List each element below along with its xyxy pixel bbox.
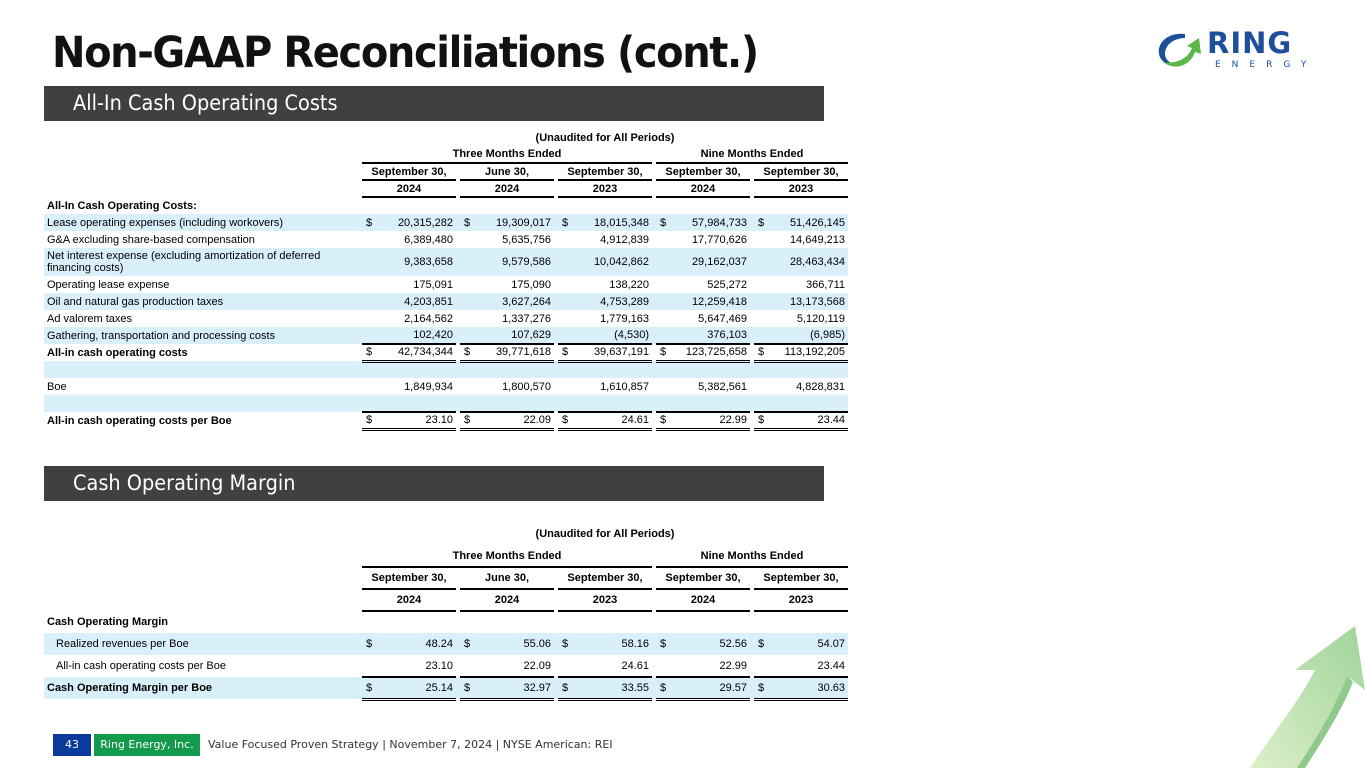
- currency-symbol: $: [558, 677, 574, 699]
- currency-symbol: [558, 231, 574, 248]
- currency-symbol: $: [656, 677, 672, 699]
- cell-value: 23.10: [378, 655, 456, 677]
- currency-symbol: [558, 361, 574, 378]
- cell-value: 29,162,037: [672, 248, 750, 276]
- currency-symbol: [754, 378, 770, 395]
- currency-symbol: $: [460, 677, 476, 699]
- currency-symbol: [656, 310, 672, 327]
- footer-tagline: Value Focused Proven Strategy | November 7, 2024 | NYSE American: REI: [208, 738, 613, 751]
- cell-value: [476, 395, 554, 412]
- col-date: September 30,: [754, 567, 848, 589]
- row-label: [44, 361, 362, 378]
- cell-value: 4,828,831: [796, 380, 845, 393]
- cell-value: 48.24: [378, 633, 456, 655]
- currency-symbol: [362, 327, 378, 344]
- currency-symbol: [754, 248, 770, 276]
- cell-value: 32.97: [476, 677, 554, 699]
- boe-row: [44, 378, 848, 395]
- currency-symbol: $: [558, 214, 574, 231]
- col-year: 2023: [754, 180, 848, 197]
- currency-symbol: $: [656, 412, 672, 429]
- currency-symbol: [362, 395, 378, 412]
- cell-value: 5,120,119: [796, 312, 845, 325]
- currency-symbol: [558, 248, 574, 276]
- cell-value: 113,192,205: [770, 344, 848, 361]
- cell-value: 366,711: [806, 278, 845, 291]
- row-label: Oil and natural gas production taxes: [44, 293, 362, 310]
- nine-months-header: Nine Months Ended: [656, 545, 848, 567]
- cell-value: 3,627,264: [476, 293, 554, 310]
- green-arrow-decoration-icon: [1215, 620, 1365, 768]
- currency-symbol: $: [460, 214, 476, 231]
- currency-symbol: $: [754, 412, 770, 429]
- margin-row: [44, 677, 848, 699]
- cell-value: 39,637,191: [574, 344, 652, 361]
- cell-value: 1,337,276: [502, 312, 551, 325]
- cell-value: 23.44: [770, 412, 848, 429]
- currency-symbol: [558, 327, 574, 344]
- col-year: 2023: [754, 589, 848, 611]
- currency-symbol: [754, 361, 770, 378]
- row-label: Lease operating expenses (including workovers): [44, 214, 362, 231]
- cell-value: 22.09: [476, 412, 554, 429]
- cell-value: 4,753,289: [574, 293, 652, 310]
- cell-value: 107,629: [476, 327, 554, 344]
- currency-symbol: [362, 248, 378, 276]
- spacer-row: [44, 395, 848, 412]
- table-row: [44, 248, 848, 276]
- currency-symbol: [558, 276, 574, 293]
- company-badge: Ring Energy, Inc.: [94, 734, 200, 756]
- cell-value: 4,203,851: [378, 293, 456, 310]
- row-label: All-in cash operating costs: [47, 346, 188, 359]
- currency-symbol: [754, 395, 770, 412]
- cell-value: [574, 361, 652, 378]
- col-year: 2024: [460, 589, 554, 611]
- currency-symbol: [558, 395, 574, 412]
- cash-operating-margin-table: [44, 523, 848, 701]
- cell-value: 23.10: [378, 412, 456, 429]
- currency-symbol: $: [362, 344, 378, 361]
- page-number: 43: [53, 734, 91, 756]
- currency-symbol: [460, 378, 476, 395]
- table-row: [44, 276, 848, 293]
- cell-value: 6,389,480: [404, 233, 453, 246]
- currency-symbol: [362, 310, 378, 327]
- cell-value: 19,309,017: [476, 214, 554, 231]
- currency-symbol: [656, 395, 672, 412]
- cell-value: 376,103: [672, 327, 750, 344]
- currency-symbol: [656, 248, 672, 276]
- currency-symbol: [656, 276, 672, 293]
- cell-value: 5,647,469: [698, 312, 747, 325]
- currency-symbol: $: [754, 633, 770, 655]
- row-label: All-in cash operating costs per Boe: [47, 414, 232, 427]
- cell-value: 28,463,434: [770, 248, 848, 276]
- currency-symbol: [460, 361, 476, 378]
- per-boe-row: [44, 412, 848, 429]
- cell-value: 10,042,862: [574, 248, 652, 276]
- cell-value: 175,090: [511, 278, 551, 291]
- col-date: September 30,: [558, 567, 652, 589]
- cell-value: [378, 395, 456, 412]
- cell-value: 24.61: [574, 655, 652, 677]
- currency-symbol: [754, 310, 770, 327]
- cell-value: [770, 395, 848, 412]
- currency-symbol: [460, 327, 476, 344]
- col-date: September 30,: [656, 567, 750, 589]
- col-date: September 30,: [558, 163, 652, 180]
- cell-value: 29.57: [672, 677, 750, 699]
- col-date: June 30,: [460, 163, 554, 180]
- row-label: Realized revenues per Boe: [44, 633, 362, 655]
- currency-symbol: [656, 327, 672, 344]
- logo-ring-text: RING: [1207, 26, 1293, 60]
- cell-value: 24.61: [574, 412, 652, 429]
- unaudited-note: (Unaudited for All Periods): [535, 131, 675, 144]
- currency-symbol: $: [558, 344, 574, 361]
- currency-symbol: [362, 276, 378, 293]
- cell-value: [574, 395, 652, 412]
- logo-energy-text: ENERGY: [1215, 60, 1318, 70]
- nine-months-header: Nine Months Ended: [656, 146, 848, 163]
- table-row: [44, 231, 848, 248]
- cell-value: 1,800,570: [502, 380, 551, 393]
- cell-value: (6,985): [770, 327, 848, 344]
- currency-symbol: [362, 378, 378, 395]
- col-date: September 30,: [362, 567, 456, 589]
- cell-value: 30.63: [770, 677, 848, 699]
- cell-value: [672, 395, 750, 412]
- cell-value: 23.44: [770, 655, 848, 677]
- currency-symbol: [460, 655, 476, 677]
- row-label: All-in cash operating costs per Boe: [56, 660, 226, 672]
- currency-symbol: [754, 293, 770, 310]
- cell-value: 5,382,561: [698, 380, 747, 393]
- cell-value: 102,420: [378, 327, 456, 344]
- col-year: 2024: [460, 180, 554, 197]
- col-date: September 30,: [362, 163, 456, 180]
- currency-symbol: [362, 361, 378, 378]
- currency-symbol: [558, 293, 574, 310]
- currency-symbol: [460, 248, 476, 276]
- section-label: All-In Cash Operating Costs:: [47, 199, 197, 212]
- currency-symbol: [754, 655, 770, 677]
- cell-value: 4,912,839: [600, 233, 649, 246]
- cell-value: 13,173,568: [770, 293, 848, 310]
- revenues-row: [44, 633, 848, 655]
- currency-symbol: [460, 395, 476, 412]
- col-year: 2024: [656, 180, 750, 197]
- cell-value: 22.99: [672, 655, 750, 677]
- cell-value: 1,849,934: [404, 380, 453, 393]
- currency-symbol: [656, 361, 672, 378]
- unaudited-note: (Unaudited for All Periods): [535, 528, 675, 540]
- row-label: Gathering, transportation and processing costs: [44, 327, 362, 344]
- section-label: Cash Operating Margin: [47, 616, 169, 628]
- cell-value: 58.16: [574, 633, 652, 655]
- col-date: June 30,: [460, 567, 554, 589]
- col-year: 2023: [558, 589, 652, 611]
- cell-value: 123,725,658: [672, 344, 750, 361]
- currency-symbol: $: [362, 412, 378, 429]
- currency-symbol: $: [460, 633, 476, 655]
- currency-symbol: [656, 293, 672, 310]
- currency-symbol: [460, 293, 476, 310]
- currency-symbol: [656, 378, 672, 395]
- spacer-row: [44, 361, 848, 378]
- cell-value: 57,984,733: [672, 214, 750, 231]
- cell-value: 17,770,626: [691, 233, 747, 246]
- currency-symbol: $: [362, 633, 378, 655]
- cell-value: 42,734,344: [378, 344, 456, 361]
- currency-symbol: [656, 655, 672, 677]
- currency-symbol: [362, 231, 378, 248]
- currency-symbol: [460, 276, 476, 293]
- row-label: Operating lease expense: [47, 278, 170, 291]
- row-label: [44, 395, 362, 412]
- cell-value: 138,220: [609, 278, 649, 291]
- currency-symbol: $: [460, 412, 476, 429]
- cell-value: 52.56: [672, 633, 750, 655]
- currency-symbol: [558, 655, 574, 677]
- section-header-cash-operating-margin: Cash Operating Margin: [44, 466, 824, 501]
- all-in-cash-operating-costs-table: [44, 129, 848, 431]
- cell-value: 14,649,213: [789, 233, 845, 246]
- cell-value: 51,426,145: [770, 214, 848, 231]
- costs-row: [44, 655, 848, 677]
- table-row: [44, 214, 848, 231]
- col-year: 2024: [656, 589, 750, 611]
- cell-value: 9,383,658: [378, 248, 456, 276]
- col-date: September 30,: [656, 163, 750, 180]
- currency-symbol: [460, 310, 476, 327]
- currency-symbol: $: [656, 344, 672, 361]
- cell-value: 12,259,418: [672, 293, 750, 310]
- currency-symbol: $: [362, 677, 378, 699]
- currency-symbol: [754, 327, 770, 344]
- currency-symbol: $: [656, 633, 672, 655]
- col-year: 2024: [362, 589, 456, 611]
- table-row: [44, 310, 848, 327]
- currency-symbol: $: [362, 214, 378, 231]
- row-label: G&A excluding share-based compensation: [47, 233, 255, 246]
- currency-symbol: [656, 231, 672, 248]
- currency-symbol: [558, 310, 574, 327]
- currency-symbol: $: [754, 214, 770, 231]
- currency-symbol: [754, 276, 770, 293]
- currency-symbol: $: [558, 412, 574, 429]
- cell-value: [770, 361, 848, 378]
- ring-swoosh-icon: [1155, 28, 1207, 72]
- row-label: Boe: [47, 380, 67, 393]
- cell-value: [672, 361, 750, 378]
- cell-value: 1,779,163: [600, 312, 649, 325]
- cell-value: 175,091: [413, 278, 453, 291]
- cell-value: 1,610,857: [600, 380, 649, 393]
- cell-value: 18,015,348: [574, 214, 652, 231]
- three-months-header: Three Months Ended: [362, 545, 652, 567]
- cell-value: 22.99: [672, 412, 750, 429]
- cell-value: 22.09: [476, 655, 554, 677]
- currency-symbol: $: [558, 633, 574, 655]
- currency-symbol: $: [754, 677, 770, 699]
- col-year: 2023: [558, 180, 652, 197]
- col-date: September 30,: [754, 163, 848, 180]
- three-months-header: Three Months Ended: [362, 146, 652, 163]
- cell-value: 33.55: [574, 677, 652, 699]
- cell-value: 2,164,562: [404, 312, 453, 325]
- currency-symbol: [460, 231, 476, 248]
- cell-value: 5,635,756: [502, 233, 551, 246]
- currency-symbol: $: [460, 344, 476, 361]
- row-label: Net interest expense (excluding amortization of deferred financing costs): [44, 248, 362, 276]
- currency-symbol: [754, 231, 770, 248]
- table-row: [44, 293, 848, 310]
- row-label: Ad valorem taxes: [47, 312, 132, 325]
- currency-symbol: $: [754, 344, 770, 361]
- cell-value: (4,530): [574, 327, 652, 344]
- page-title: Non-GAAP Reconciliations (cont.): [52, 28, 758, 78]
- total-row: [44, 344, 848, 361]
- section-header-all-in-costs: All-In Cash Operating Costs: [44, 86, 824, 121]
- currency-symbol: [362, 293, 378, 310]
- cell-value: 9,579,586: [476, 248, 554, 276]
- cell-value: 20,315,282: [378, 214, 456, 231]
- cell-value: 525,272: [707, 278, 747, 291]
- ring-energy-logo: [1155, 26, 1318, 76]
- cell-value: 39,771,618: [476, 344, 554, 361]
- currency-symbol: $: [656, 214, 672, 231]
- cell-value: 25.14: [378, 677, 456, 699]
- cell-value: 55.06: [476, 633, 554, 655]
- row-label: Cash Operating Margin per Boe: [44, 677, 362, 699]
- cell-value: [476, 361, 554, 378]
- cell-value: [378, 361, 456, 378]
- cell-value: 54.07: [770, 633, 848, 655]
- table-row: [44, 327, 848, 344]
- currency-symbol: [558, 378, 574, 395]
- col-year: 2024: [362, 180, 456, 197]
- currency-symbol: [362, 655, 378, 677]
